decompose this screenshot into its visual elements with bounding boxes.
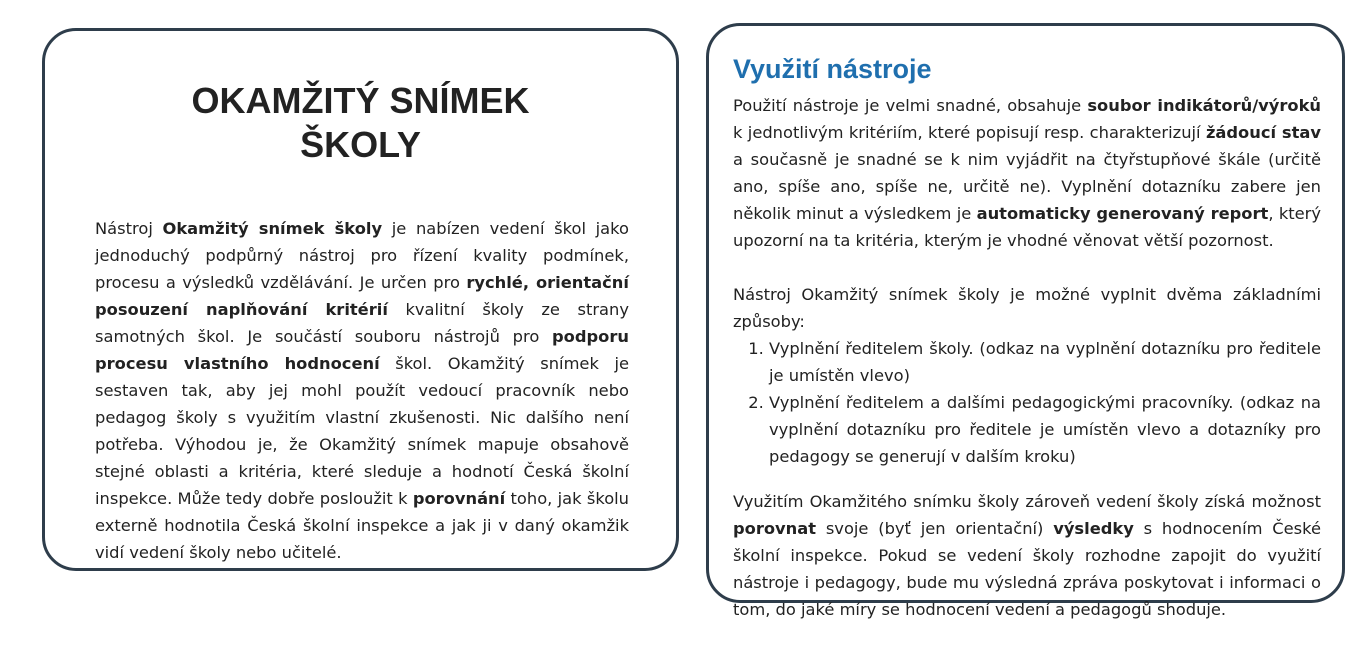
usage-heading: Využití nástroje [733,54,932,84]
usage-text: Využitím Okamžitého snímku školy zároveň vedení školy získá možnost [733,492,1321,511]
usage-text: svoje (byť jen orientační) [816,519,1054,538]
intro-text: Nástroj [95,219,163,238]
usage-paragraph-1 [733,92,1321,254]
usage-text: a současně je snadné se k nim vyjádřit na čtyřstupňové škále (určitě ano, spíše ano, spíše ne, určitě ne). Vyplnění dotazníku zabere jen několik minut a výsledkem je [733,150,1321,223]
intro-text: kvalitní školy ze strany samotných škol. Je součástí souboru nástrojů pro [95,300,629,346]
usage-body [733,92,1321,650]
page-title-line-1: OKAMŽITÝ SNÍMEK [191,80,530,121]
usage-card [706,23,1345,619]
usage-text: k jednotlivým kritériím, které popisují resp. charakterizují [733,123,1206,142]
intro-bold-comparison: porovnání [412,489,506,508]
usage-text: , který upozorní na ta kritéria, kterým je vhodné věnovat větší pozornost. [733,204,1321,250]
usage-methods-list [733,335,1321,470]
usage-bold-desired-state: žádoucí stav [1205,123,1321,142]
intro-text: škol. Okamžitý snímek je sestaven tak, aby jej mohl použít vedoucí pracovník nebo pedagog školy s využitím vlastní zkušenosti. Nic dalšího není potřeba. Výhodou je, že Okamžitý snímek mapuje obsahově stejné oblasti a kritéria, které sleduje a hodnotí Česká školní inspekce. Může tedy dobře posloužit k [95,354,629,508]
usage-text: Použití nástroje je velmi snadné, obsahuje [733,96,1088,115]
usage-bold-results: výsledky [1053,519,1134,538]
usage-bold-compare: porovnat [733,519,817,538]
intro-bold-quick-assessment: rychlé, orientační posouzení naplňování kritérií [95,273,629,319]
list-item: 1. Vyplnění ředitelem školy. (odkaz na vyplnění dotazníku pro ředitele je umístěn vlevo) [769,335,1321,389]
usage-paragraph-3 [733,488,1321,623]
usage-text: s hodnocením České školní inspekce. Pokud se vedení školy rozhodne zapojit do využití nástroje i pedagogy, bude mu výsledná zpráva poskytovat i informaci o tom, do jaké míry se hodnocení vedení a pedagogů shoduje. [733,519,1321,619]
page-title [45,79,676,167]
list-item: 2. Vyplnění ředitelem a dalšími pedagogickými pracovníky. (odkaz na vyplnění dotazníku pro ředitele je umístěn vlevo a dotazníky pro pedagogy se generují v dalším kroku) [769,389,1321,470]
intro-text: je nabízen vedení škol jako jednoduchý podpůrný nástroj pro řízení kvality podmínek, procesu a výsledků vzdělávání. Je určen pro [95,219,629,292]
usage-paragraph-2: Nástroj Okamžitý snímek školy je možné vyplnit dvěma základními způsoby: [733,285,1321,331]
intro-text: toho, jak školu externě hodnotila Česká školní inspekce a jak ji v daný okamžik vidí vedení školy nebo učitelé. [95,489,629,562]
intro-paragraph [95,215,629,566]
intro-bold-tool-name: Okamžitý snímek školy [162,219,383,238]
intro-card [42,28,679,571]
page-title-line-2: ŠKOLY [300,124,421,165]
intro-bold-self-evaluation: podporu procesu vlastního hodnocení [95,327,629,373]
usage-bold-auto-report: automaticky generovaný report [976,204,1269,223]
usage-bold-indicators: soubor indikátorů/výroků [1087,96,1322,115]
